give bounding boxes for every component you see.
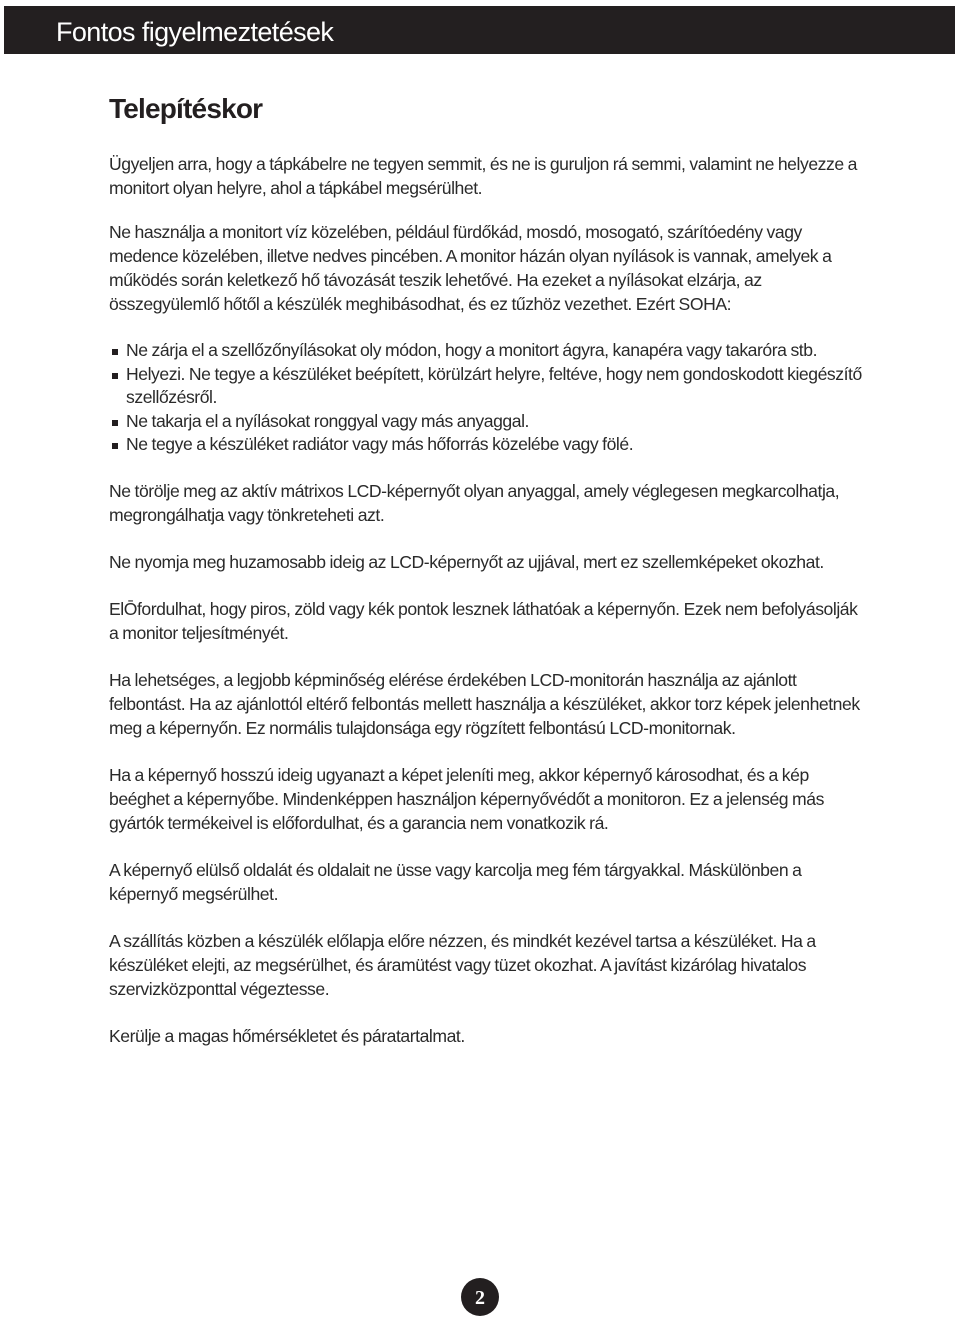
paragraph-wipe-screen: Ne törölje meg az aktív mátrixos LCD-képernyőt olyan anyaggal, amely véglegesen megkarcolhatja, megrongálhatja vagy tönkreteheti azt. <box>109 480 840 525</box>
list-item-text: Ne tegye a készüléket radiátor vagy más hőforrás közelébe vagy fölé. <box>126 434 634 454</box>
page-number: 2 <box>461 1278 499 1316</box>
list-item-text: Helyezi. Ne tegye a készüléket beépített, körülzárt helyre, feltéve, hogy nem gondoskodott kiegészítő szellőzésről. <box>126 363 862 407</box>
paragraph-metal-objects: A képernyő elülső oldalát és oldalait ne üsse vagy karcolja meg fém tárgyakkal. Máskülönben a képernyő megsérülhet. <box>109 859 802 904</box>
list-item <box>109 433 869 457</box>
list-item-text: Ne zárja el a szellőzőnyílásokat oly módon, hogy a monitort ágyra, kanapéra vagy takaróra stb. <box>126 340 818 360</box>
paragraph-press-screen: Ne nyomja meg huzamosabb ideig az LCD-képernyőt az ujjával, mert ez szellemképeket okozhat. <box>109 551 824 572</box>
content-body <box>109 152 869 1048</box>
square-bullet-icon <box>112 443 118 449</box>
paragraph-pixel-dots: ElŌfordulhat, hogy piros, zöld vagy kék pontok lesznek láthatóak a képernyőn. Ezek nem befolyásolják a monitor teljesítményét. <box>109 598 858 643</box>
list-item-text: Ne takarja el a nyílásokat ronggyal vagy más anyaggal. <box>126 410 529 431</box>
square-bullet-icon <box>112 420 118 426</box>
warning-list <box>109 339 869 457</box>
paragraph-resolution: Ha lehetséges, a legjobb képminőség elérése érdekében LCD-monitorán használja az ajánlott felbontást. Ha az ajánlottól eltérő felbontás mellett használja a készüléket, akkor torz képek jelenhetnek meg a képernyőn. Ez normális tulajdonsága egy rögzített felbontású LCD-monitornak. <box>109 669 860 738</box>
paragraph-water-ventilation: Ne használja a monitort víz közelében, például fürdőkád, mosdó, mosogató, szárítóedény vagy medence közelében, illetve nedves pincében. A monitor házán olyan nyílások is vannak, amelyek a működés során keletkező hő távozását teszik lehetővé. Ha ezeket a nyílásokat elzárja, az összegyülemlő hőtől a készülék meghibásodhat, és ez tűzhöz vezethet. Ezért SOHA: <box>109 222 832 314</box>
paragraph-temperature: Kerülje a magas hőmérsékletet és páratartalmat. <box>109 1025 465 1046</box>
section-title: Telepítéskor <box>109 93 263 124</box>
paragraph-transport: A szállítás közben a készülék előlapja előre nézzen, és mindkét kezével tartsa a készüléket. Ha a készüléket elejti, az megsérülhet, és áramütést vagy tüzet okozhat. A javítást kizárólag hivatalos szervizközponttal végeztesse. <box>109 930 816 999</box>
header-title: Fontos figyelmeztetések <box>56 17 334 47</box>
square-bullet-icon <box>112 349 118 355</box>
paragraph-burn-in: Ha a képernyő hosszú ideig ugyanazt a képet jeleníti meg, akkor képernyő károsodhat, és a kép beéghet a képernyőbe. Mindenképpen használjon képernyővédőt a monitoron. Ez a jelenség más gyártók termékeivel is előfordulhat, és a garancia nem vonatkozik rá. <box>109 764 824 833</box>
paragraph-power-cable: Ügyeljen arra, hogy a tápkábelre ne tegyen semmit, és ne is guruljon rá semmi, valamint ne helyezze a monitort olyan helyre, ahol a tápkábel megsérülhet. <box>109 154 857 198</box>
header-bar <box>4 6 955 54</box>
list-item <box>109 339 869 363</box>
list-item <box>109 363 869 410</box>
list-item <box>109 410 869 434</box>
square-bullet-icon <box>112 373 118 379</box>
